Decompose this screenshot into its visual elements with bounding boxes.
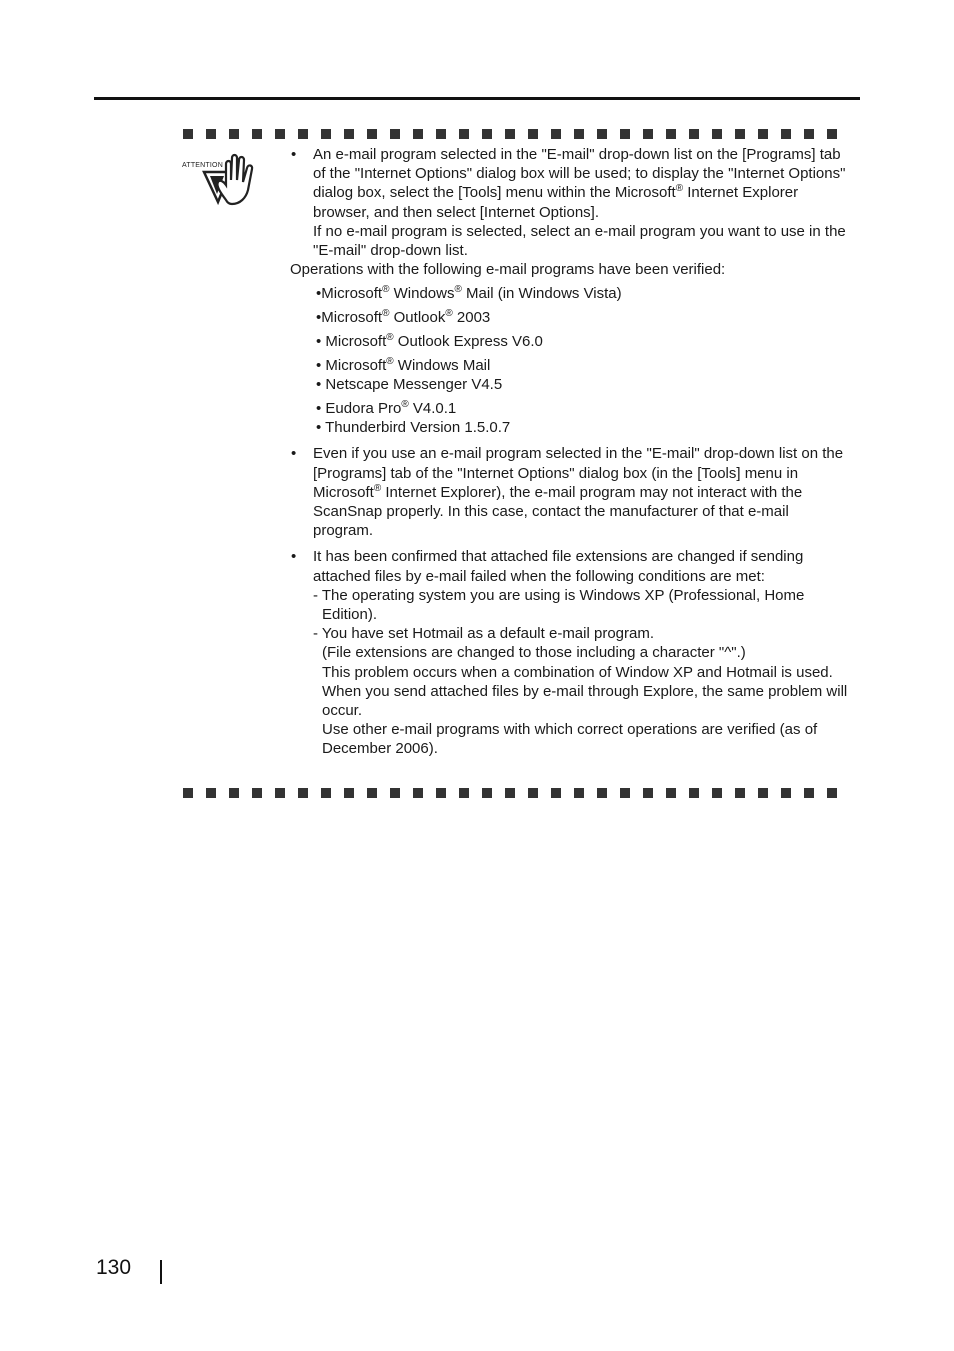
bullet-text: An e-mail program selected in the "E-mail" drop-down list on the [Programs] tab of the "Internet Options" dialog box will be used; to display the "Internet Options" dialog box, select the [Tools] menu within the Microsoft® Internet Explorer browser, and then select [Internet Options].: [313, 146, 846, 221]
page-number: 130: [96, 1256, 132, 1279]
header-rule: [94, 97, 860, 100]
condition-note: (File extensions are changed to those including a character "^".): [322, 644, 746, 662]
page-number-bar: [160, 1260, 162, 1284]
attention-label: ATTENTION: [182, 162, 223, 169]
attention-content: [290, 145, 850, 759]
attention-bottom-divider: [183, 788, 849, 798]
list-item: • Microsoft® Outlook Express V6.0: [316, 332, 543, 351]
condition-note: This problem occurs when a combination of Window XP and Hotmail is used. When you send attached files by e-mail through Explore, the same problem will occur.: [322, 663, 848, 720]
verified-program-list: [316, 284, 850, 437]
list-item: • Microsoft® Windows Mail: [316, 356, 491, 375]
attention-top-divider: [183, 129, 849, 139]
condition-note: Use other e-mail programs with which correct operations are verified (as of December 2006).: [322, 721, 818, 758]
verified-intro: Operations with the following e-mail programs have been verified:: [290, 261, 726, 279]
bullet-text-secondary: If no e-mail program is selected, select an e-mail program you want to use in the "E-mail" drop-down list.: [313, 222, 846, 260]
list-item: - The operating system you are using is Windows XP (Professional, Home Edition).: [313, 586, 805, 624]
bullet-dot: •: [291, 445, 297, 463]
bullet-file-extension-warning: [290, 547, 850, 585]
list-item: • Netscape Messenger V4.5: [316, 376, 503, 394]
list-item: - You have set Hotmail as a default e-mail program.: [313, 625, 655, 643]
list-item: •Microsoft® Outlook® 2003: [316, 308, 491, 327]
bullet-text: Even if you use an e-mail program selected in the "E-mail" drop-down list on the [Programs] tab of the "Internet Options" dialog box (in the [Tools] menu in Microsoft® Internet Explorer), the e-mail program may not interact with the ScanSnap properly. In this case, contact the manufacturer of that e-mail program.: [313, 445, 844, 540]
condition-list: [313, 586, 850, 759]
bullet-email-program: [290, 145, 850, 260]
attention-block: [182, 152, 262, 206]
bullet-text: It has been confirmed that attached file extensions are changed if sending attached files by e-mail failed when the following conditions are met:: [313, 548, 804, 585]
bullet-dot: •: [291, 146, 297, 163]
list-item: • Thunderbird Version 1.5.0.7: [316, 419, 511, 437]
bullet-interaction-warning: [290, 444, 850, 540]
bullet-dot: •: [291, 548, 297, 566]
attention-hand-icon: [202, 152, 262, 206]
list-item: •Microsoft® Windows® Mail (in Windows Vista): [316, 284, 622, 303]
list-item: • Eudora Pro® V4.0.1: [316, 399, 457, 418]
